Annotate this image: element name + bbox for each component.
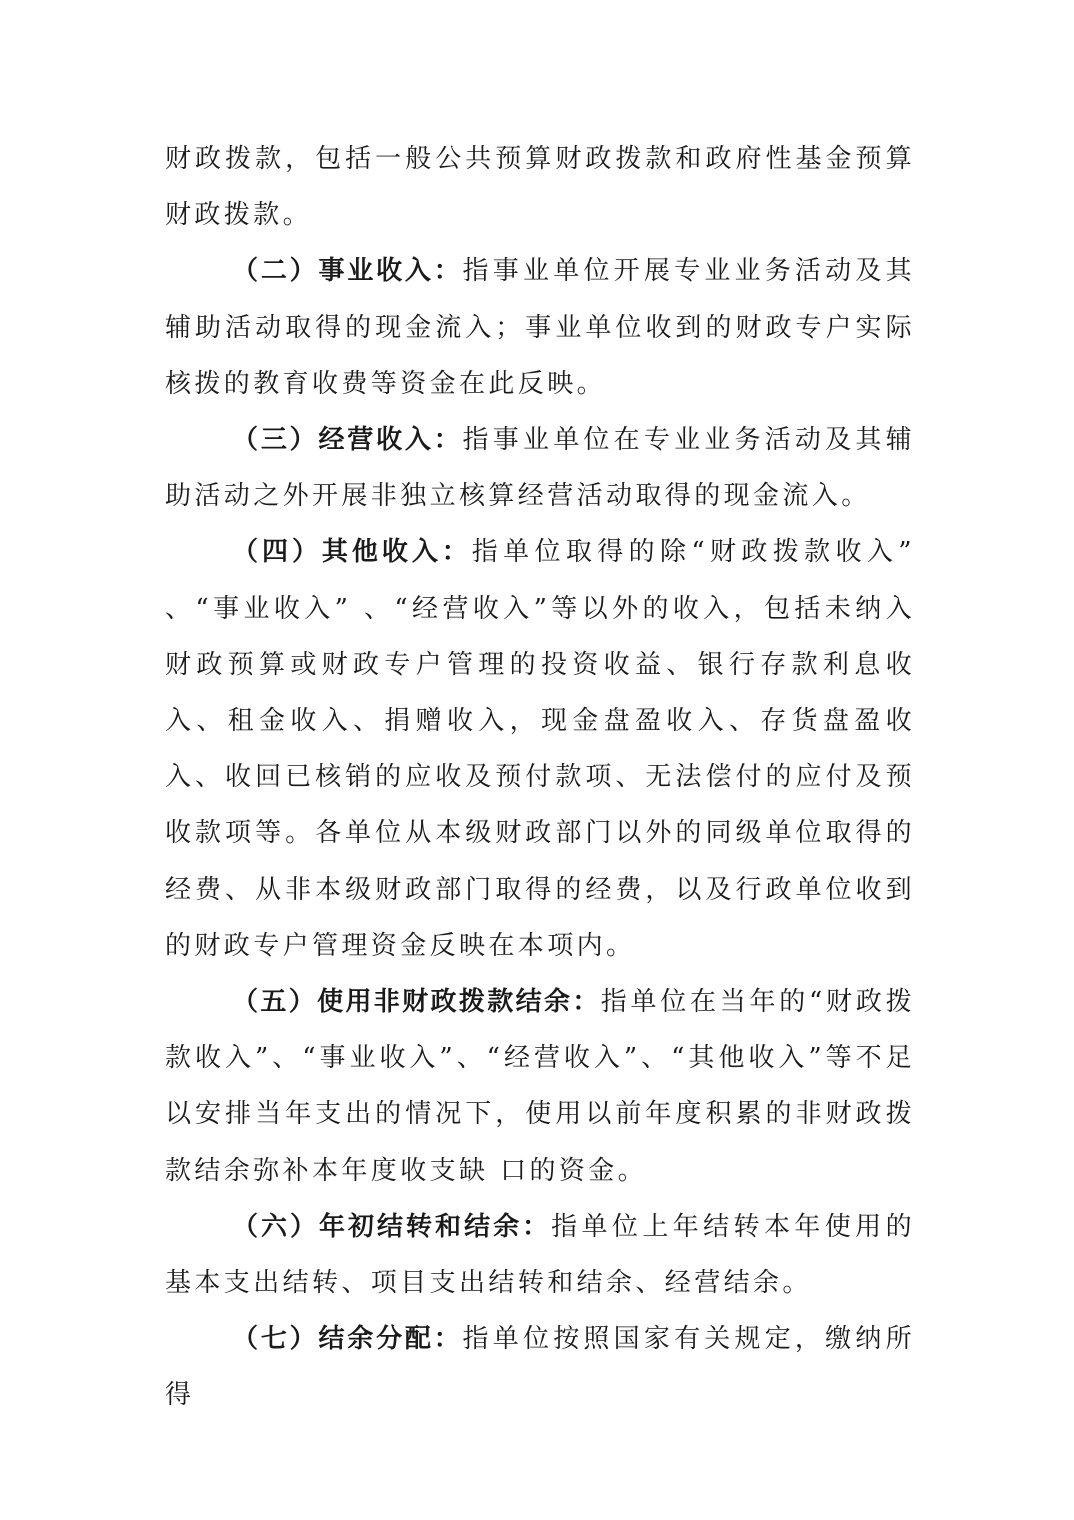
- document-body: [165, 131, 915, 1424]
- paragraph-heading: （四）其他收入：: [232, 537, 472, 568]
- paragraph-non-fiscal-surplus: [165, 974, 915, 1199]
- paragraph-heading: （三）经营收入：: [232, 425, 463, 456]
- paragraph-heading: （二）事业收入：: [232, 256, 463, 287]
- paragraph-heading: （五）使用非财政拨款结余：: [232, 987, 601, 1018]
- paragraph-other-income: [165, 524, 915, 974]
- paragraph-business-income: [165, 243, 915, 412]
- paragraph-text: 指单位取得的除“财政拨款收入” 、“事业收入” 、“经营收入”等以外的收入，包括未纳入财政预算或财政专户管理的投资收益、银行存款利息收入、租金收入、捐赠收入，现金盘盈收入、存货盘盈收入、收回已核销的应收及预付款项、无法偿付的应付及预收款项等。各单位从本级财政部门以外的同级单位取得的经费、从非本级财政部门取得的经费，以及行政单位收到的财政专户管理资金反映在本项内。: [165, 537, 915, 961]
- paragraph-carryover: [165, 1199, 915, 1311]
- paragraph-text: 指单位按照国家有关规定，缴纳所得: [165, 1324, 915, 1411]
- paragraph-text: 指单位上年结转本年使用的基本支出结转、项目支出结转和结余、经营结余。: [165, 1211, 915, 1299]
- paragraph-heading: （六）年初结转和结余：: [232, 1211, 552, 1242]
- paragraph-surplus-distribution: [165, 1311, 915, 1423]
- paragraph-text: 财政拨款，包括一般公共预算财政拨款和政府性基金预算财政拨款。: [165, 144, 915, 231]
- paragraph-continuation: [165, 131, 915, 243]
- paragraph-heading: （七）结余分配：: [232, 1324, 463, 1355]
- paragraph-operating-income: [165, 412, 915, 524]
- paragraph-text: 指事业单位在专业业务活动及其辅助活动之外开展非独立核算经营活动取得的现金流入。: [165, 425, 915, 512]
- paragraph-text: 指事业单位开展专业业务活动及其辅助活动取得的现金流入；事业单位收到的财政专户实际核拨的教育收费等资金在此反映。: [165, 256, 915, 399]
- paragraph-text: 指单位在当年的“财政拨款收入”、“事业收入”、“经营收入”、“其他收入”等不足以安排当年支出的情况下，使用以前年度积累的非财政拨款结余弥补本年度收支缺 口的资金。: [165, 987, 915, 1186]
